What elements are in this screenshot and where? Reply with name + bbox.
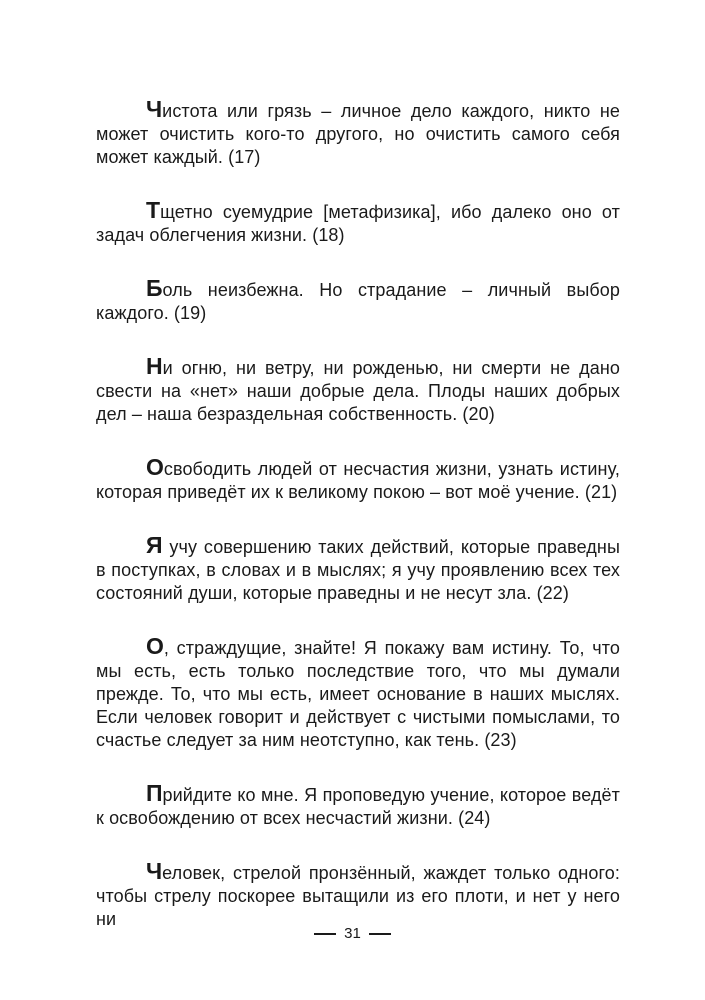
drop-initial: П bbox=[146, 780, 163, 806]
paragraph-text: еловек, стрелой пронзённый, жаждет только одного: чтобы стрелу поскорее вытащили из его плоти, и нет у него ни bbox=[96, 863, 620, 929]
page-body bbox=[96, 98, 620, 961]
drop-initial: О bbox=[146, 454, 164, 480]
paragraph-22 bbox=[96, 534, 620, 605]
paragraph-text: щетно суемудрие [метафизика], ибо далеко оно от задач облегчения жизни. (18) bbox=[96, 202, 620, 245]
drop-initial: Я bbox=[146, 532, 163, 558]
paragraph-text: , страждущие, знайте! Я покажу вам истину. То, что мы есть, есть только последствие того, что мы думали прежде. То, что мы есть, имеет основание в наших мыслях. Если человек говорит и действует с чистыми помыслами, то счастье следует за ним неотступно, как тень. (23) bbox=[96, 638, 620, 750]
drop-initial: Н bbox=[146, 353, 163, 379]
paragraph-24 bbox=[96, 782, 620, 830]
drop-initial: О bbox=[146, 633, 164, 659]
paragraph-19 bbox=[96, 277, 620, 325]
drop-initial: Б bbox=[146, 275, 163, 301]
drop-initial: Ч bbox=[146, 858, 163, 884]
paragraph-text: и огню, ни ветру, ни рожденью, ни смерти не дано свести на «нет» наши добрые дела. Плоды наших добрых дел – наша безраздельная собственность. (20) bbox=[96, 358, 620, 424]
paragraph-text: учу совершению таких действий, которые праведны в поступках, в словах и в мыслях; я учу проявлению всех тех состояний души, которые праведны и не несут зла. (22) bbox=[96, 537, 620, 603]
paragraph-text: оль неизбежна. Но страдание – личный выбор каждого. (19) bbox=[96, 280, 620, 323]
paragraph-text: рийдите ко мне. Я проповедую учение, которое ведёт к освобождению от всех несчастий жизни. (24) bbox=[96, 785, 620, 828]
paragraph-18 bbox=[96, 199, 620, 247]
paragraph-21 bbox=[96, 456, 620, 504]
paragraph-25 bbox=[96, 860, 620, 931]
paragraph-text: свободить людей от несчастия жизни, узнать истину, которая приведёт их к великому покою – вот моё учение. (21) bbox=[96, 459, 620, 502]
footer-dash-right bbox=[369, 933, 391, 935]
page-footer bbox=[0, 924, 705, 944]
drop-initial: Ч bbox=[146, 96, 163, 122]
page-number: 31 bbox=[344, 925, 361, 942]
paragraph-23 bbox=[96, 635, 620, 752]
footer-dash-left bbox=[314, 933, 336, 935]
drop-initial: Т bbox=[146, 197, 161, 223]
paragraph-20 bbox=[96, 355, 620, 426]
paragraph-17 bbox=[96, 98, 620, 169]
paragraph-text: истота или грязь – личное дело каждого, никто не может очистить кого-то другого, но очистить самого себя может каждый. (17) bbox=[96, 101, 620, 167]
